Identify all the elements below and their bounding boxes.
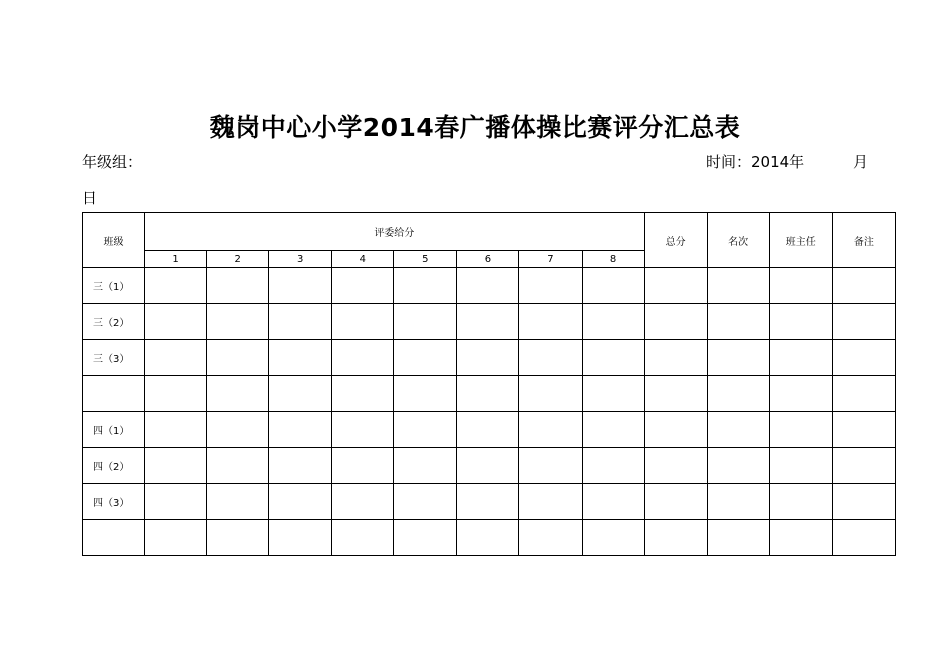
score-cell	[769, 340, 832, 376]
score-cell	[394, 304, 457, 340]
score-cell	[707, 268, 769, 304]
score-cell	[145, 268, 207, 304]
score-cell	[644, 448, 707, 484]
score-cell	[644, 304, 707, 340]
score-cell	[582, 376, 644, 412]
score-cell	[207, 520, 269, 556]
header-judges: 评委给分	[145, 213, 645, 251]
score-cell	[145, 340, 207, 376]
score-cell	[832, 268, 895, 304]
score-cell	[644, 484, 707, 520]
score-cell	[644, 412, 707, 448]
score-cell	[207, 484, 269, 520]
document-title: 魏岗中心小学2014春广播体操比赛评分汇总表	[209, 113, 741, 142]
score-cell	[207, 412, 269, 448]
score-cell	[394, 520, 457, 556]
score-cell	[457, 268, 519, 304]
table-row	[83, 376, 896, 412]
score-cell	[644, 520, 707, 556]
score-cell	[644, 340, 707, 376]
score-cell	[769, 448, 832, 484]
score-cell	[207, 376, 269, 412]
table-row	[83, 484, 896, 520]
date-line	[706, 151, 869, 172]
judge-number: 2	[207, 251, 269, 268]
class-name-cell: 三（2）	[83, 304, 145, 340]
score-body	[83, 268, 896, 556]
score-cell	[519, 268, 582, 304]
score-cell	[332, 376, 394, 412]
score-cell	[769, 520, 832, 556]
judge-number: 6	[457, 251, 519, 268]
score-cell	[707, 412, 769, 448]
score-cell	[394, 268, 457, 304]
score-cell	[394, 484, 457, 520]
score-cell	[207, 340, 269, 376]
score-cell	[519, 484, 582, 520]
score-cell	[269, 304, 332, 340]
header-remark: 备注	[832, 213, 895, 268]
table-row	[83, 520, 896, 556]
score-cell	[145, 412, 207, 448]
score-cell	[519, 448, 582, 484]
score-cell	[332, 304, 394, 340]
score-cell	[582, 520, 644, 556]
month-label: 月	[853, 153, 869, 171]
score-cell	[832, 520, 895, 556]
score-cell	[457, 340, 519, 376]
score-cell	[769, 268, 832, 304]
score-cell	[457, 448, 519, 484]
score-cell	[519, 412, 582, 448]
grade-group-label: 年级组：	[82, 153, 143, 171]
judge-number: 7	[519, 251, 582, 268]
score-cell	[269, 340, 332, 376]
score-cell	[769, 484, 832, 520]
score-cell	[457, 412, 519, 448]
day-label: 日	[82, 189, 98, 207]
score-cell	[332, 448, 394, 484]
table-row	[83, 340, 896, 376]
score-cell	[332, 520, 394, 556]
score-cell	[519, 376, 582, 412]
score-cell	[519, 304, 582, 340]
score-cell	[207, 304, 269, 340]
class-name-cell: 四（2）	[83, 448, 145, 484]
score-cell	[832, 484, 895, 520]
class-name-cell	[83, 376, 145, 412]
score-cell	[707, 448, 769, 484]
score-cell	[457, 484, 519, 520]
score-cell	[707, 304, 769, 340]
score-cell	[457, 376, 519, 412]
score-cell	[832, 340, 895, 376]
header-total: 总分	[644, 213, 707, 268]
score-cell	[269, 412, 332, 448]
score-cell	[582, 304, 644, 340]
score-cell	[519, 340, 582, 376]
score-cell	[769, 304, 832, 340]
score-cell	[582, 412, 644, 448]
class-name-cell: 三（1）	[83, 268, 145, 304]
score-cell	[644, 268, 707, 304]
class-name-cell: 三（3）	[83, 340, 145, 376]
score-cell	[707, 484, 769, 520]
judge-number: 4	[332, 251, 394, 268]
score-cell	[145, 520, 207, 556]
score-cell	[145, 484, 207, 520]
score-cell	[832, 448, 895, 484]
score-cell	[332, 268, 394, 304]
score-cell	[582, 484, 644, 520]
score-cell	[394, 448, 457, 484]
score-cell	[832, 412, 895, 448]
score-cell	[707, 340, 769, 376]
score-cell	[332, 484, 394, 520]
score-cell	[707, 520, 769, 556]
score-cell	[332, 340, 394, 376]
score-cell	[769, 376, 832, 412]
score-cell	[145, 448, 207, 484]
class-name-cell: 四（3）	[83, 484, 145, 520]
header-class: 班级	[83, 213, 145, 268]
judge-number: 5	[394, 251, 457, 268]
score-cell	[145, 304, 207, 340]
judge-number: 1	[145, 251, 207, 268]
score-cell	[394, 376, 457, 412]
score-table	[82, 212, 896, 556]
score-cell	[269, 268, 332, 304]
score-cell	[269, 376, 332, 412]
score-cell	[269, 520, 332, 556]
header-rank: 名次	[707, 213, 769, 268]
score-cell	[519, 520, 582, 556]
table-row	[83, 304, 896, 340]
score-cell	[832, 376, 895, 412]
score-cell	[707, 376, 769, 412]
score-cell	[582, 340, 644, 376]
score-cell	[394, 412, 457, 448]
score-cell	[332, 412, 394, 448]
judge-number: 8	[582, 251, 644, 268]
score-cell	[269, 484, 332, 520]
score-cell	[145, 376, 207, 412]
score-cell	[769, 412, 832, 448]
table-row	[83, 268, 896, 304]
score-cell	[269, 448, 332, 484]
score-cell	[394, 340, 457, 376]
score-cell	[207, 448, 269, 484]
score-cell	[582, 448, 644, 484]
score-cell	[457, 304, 519, 340]
score-cell	[644, 376, 707, 412]
score-cell	[207, 268, 269, 304]
score-cell	[582, 268, 644, 304]
table-row	[83, 448, 896, 484]
header-teacher: 班主任	[769, 213, 832, 268]
class-name-cell: 四（1）	[83, 412, 145, 448]
class-name-cell	[83, 520, 145, 556]
header-row	[83, 213, 896, 251]
score-cell	[832, 304, 895, 340]
time-label: 时间：2014年	[706, 153, 805, 171]
judge-number: 3	[269, 251, 332, 268]
score-cell	[457, 520, 519, 556]
table-row	[83, 412, 896, 448]
